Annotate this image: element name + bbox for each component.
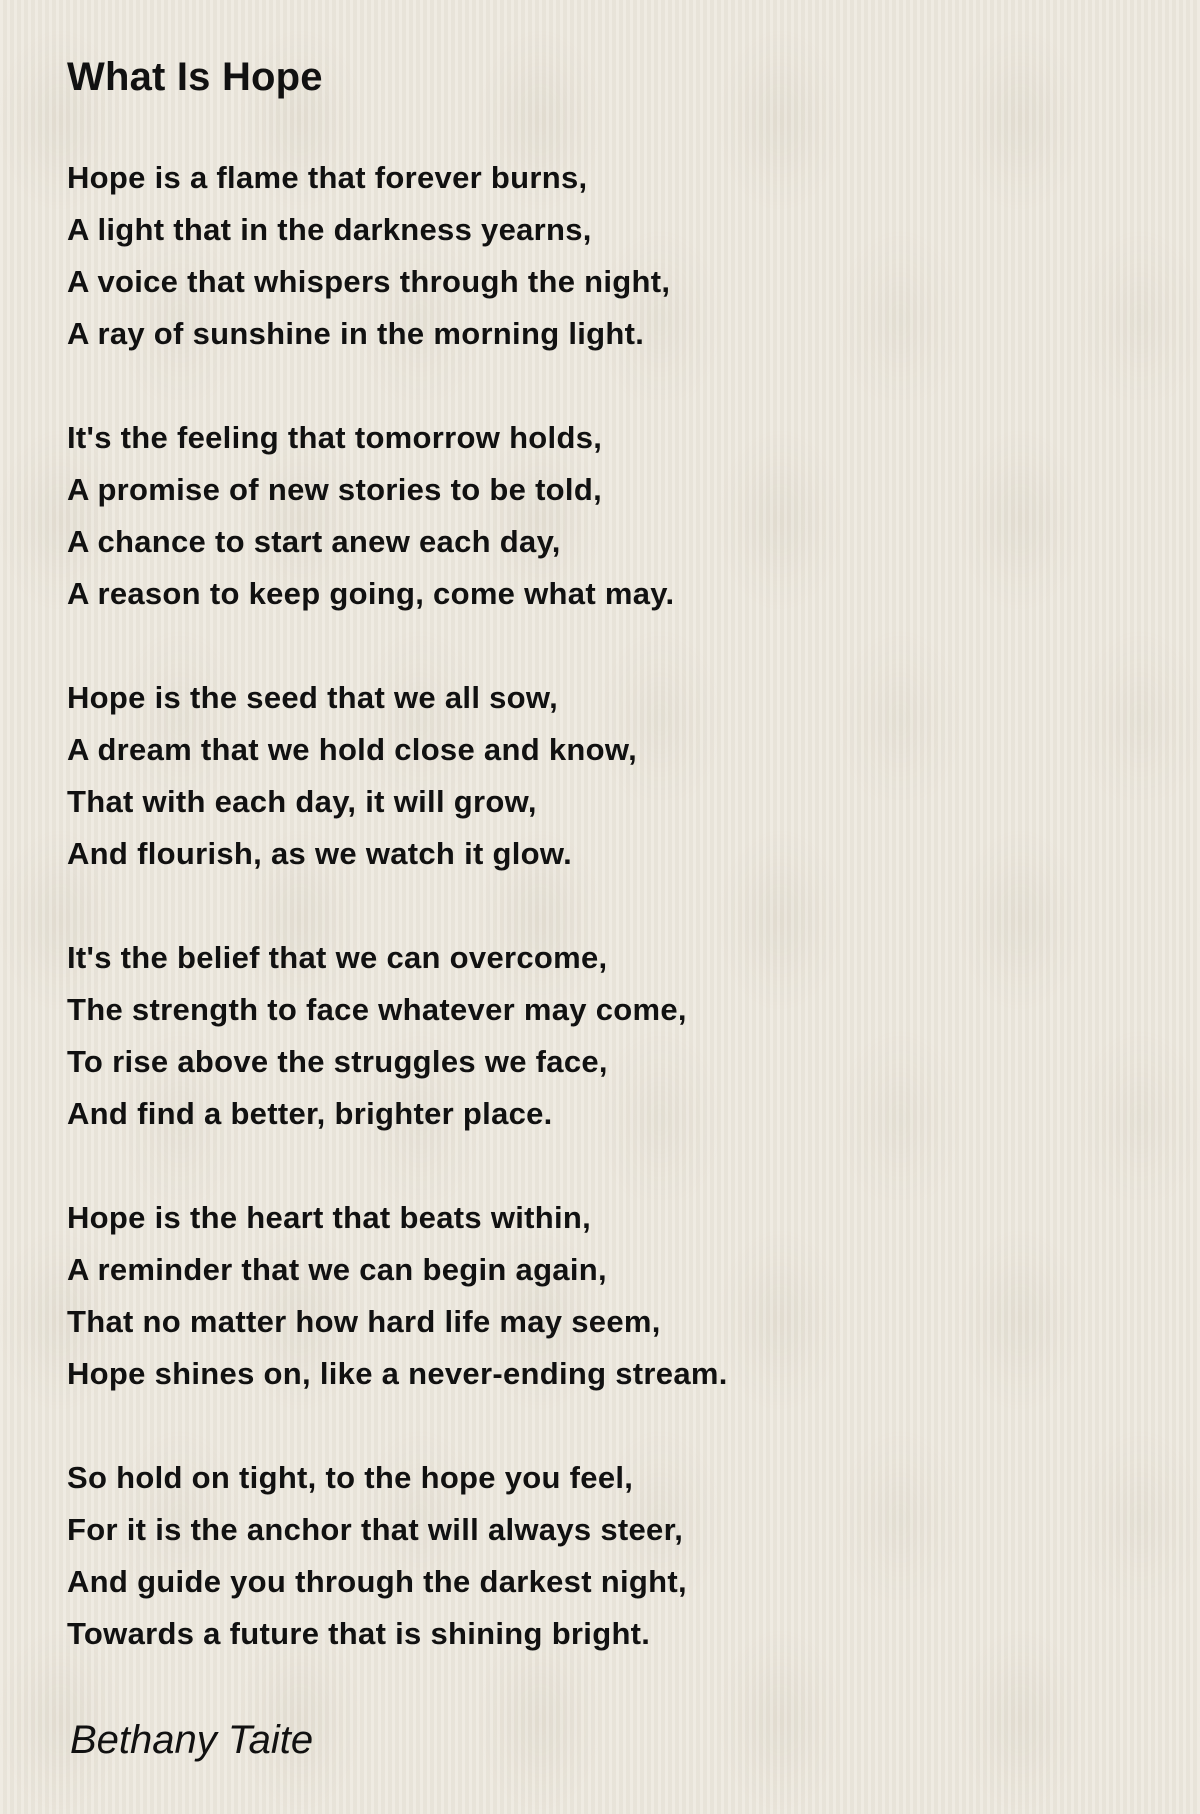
- poem-page: [67, 50, 1147, 1766]
- poem-line: Hope is the seed that we all sow,: [67, 680, 559, 715]
- poem-line: And flourish, as we watch it glow.: [67, 836, 573, 871]
- poem-line: Hope is a flame that forever burns,: [67, 160, 588, 195]
- poem-line: Towards a future that is shining bright.: [67, 1616, 651, 1651]
- poem-line: Hope is the heart that beats within,: [67, 1200, 592, 1235]
- poem-line: And guide you through the darkest night,: [67, 1564, 687, 1599]
- poem-title: What Is Hope: [67, 55, 323, 99]
- poem-line: A reminder that we can begin again,: [67, 1252, 607, 1287]
- stanza: [67, 932, 1147, 1140]
- stanza: [67, 1452, 1147, 1660]
- poem-line: It's the feeling that tomorrow holds,: [67, 420, 603, 455]
- poem-line: That with each day, it will grow,: [67, 784, 537, 819]
- poem-line: It's the belief that we can overcome,: [67, 940, 608, 975]
- poem-line: For it is the anchor that will always steer,: [67, 1512, 684, 1547]
- stanza: [67, 412, 1147, 620]
- poem-line: To rise above the struggles we face,: [67, 1044, 608, 1079]
- poem-line: The strength to face whatever may come,: [67, 992, 687, 1027]
- poem-line: A light that in the darkness yearns,: [67, 212, 592, 247]
- poem-line: That no matter how hard life may seem,: [67, 1304, 661, 1339]
- poem-line: A voice that whispers through the night,: [67, 264, 671, 299]
- poem-line: And find a better, brighter place.: [67, 1096, 553, 1131]
- poem-line: A promise of new stories to be told,: [67, 472, 602, 507]
- stanza: [67, 152, 1147, 360]
- stanza: [67, 672, 1147, 880]
- poem-line: A reason to keep going, come what may.: [67, 576, 675, 611]
- poem-line: So hold on tight, to the hope you feel,: [67, 1460, 634, 1495]
- stanza: [67, 1192, 1147, 1400]
- poem-line: A ray of sunshine in the morning light.: [67, 316, 645, 351]
- poem-line: A dream that we hold close and know,: [67, 732, 638, 767]
- poem-line: A chance to start anew each day,: [67, 524, 561, 559]
- author-signature: Bethany Taite: [70, 1718, 314, 1762]
- poem-line: Hope shines on, like a never-ending stream.: [67, 1356, 728, 1391]
